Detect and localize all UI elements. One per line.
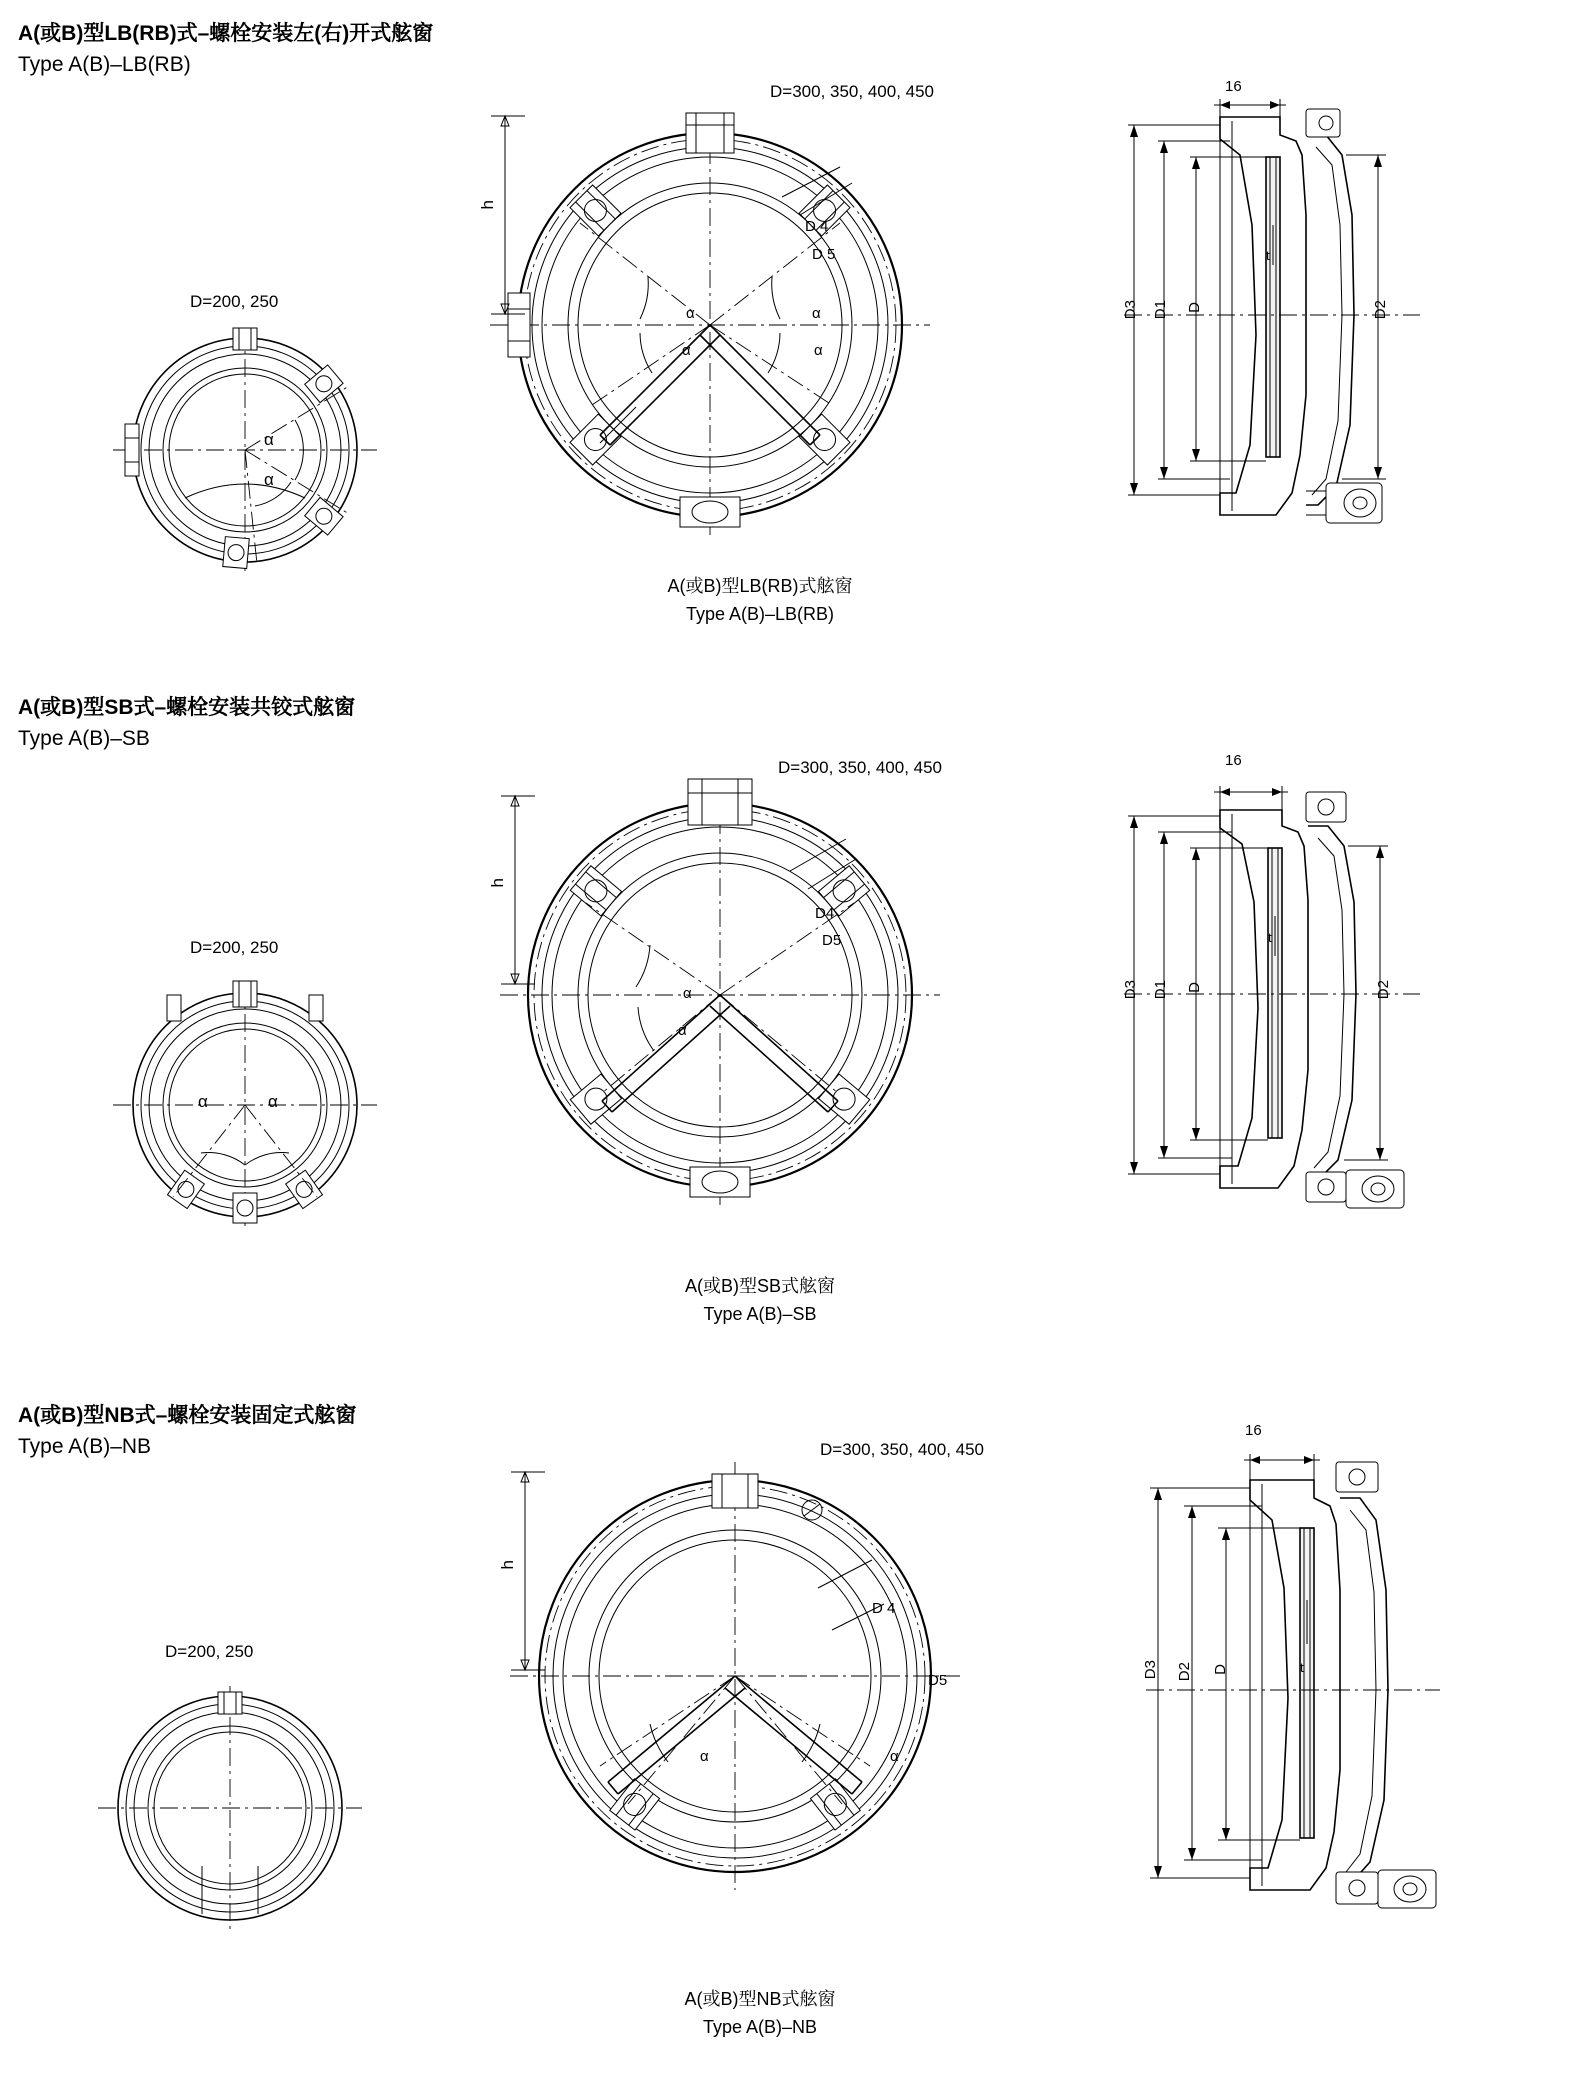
section-heading-en-nb: Type A(B)–NB <box>18 1435 152 1458</box>
small-view-label-lb: D=200, 250 <box>190 292 279 311</box>
angle-label-nb-1: α <box>700 1748 709 1765</box>
bolt-circle-d5-sb: D5 <box>822 932 842 949</box>
side-section-view-sb <box>1120 770 1460 1220</box>
dim-d1-sb: D1 <box>1152 980 1169 1000</box>
caption-cn-sb: A(或B)型SB式舷窗 <box>684 1276 835 1296</box>
section-heading-en: Type A(B)–LB(RB) <box>18 53 191 76</box>
section-title-sb <box>18 692 355 754</box>
large-port-view-sb <box>490 775 950 1215</box>
bolt-circle-d4-sb: D4 <box>815 905 835 922</box>
section-title-nb <box>18 1400 356 1462</box>
dim-t-nb: t <box>1300 1660 1304 1675</box>
small-port-view-lb <box>105 320 385 580</box>
caption-cn-nb: A(或B)型NB式舷窗 <box>684 1989 836 2009</box>
dimension-h-lb <box>485 110 525 320</box>
large-view-label-nb: D=300, 350, 400, 450 <box>820 1440 984 1459</box>
angle-label-lb-1: α <box>686 305 695 322</box>
dimension-h-nb <box>505 1466 545 1676</box>
angle-label-sb-small-1: α <box>198 1092 208 1111</box>
angle-label-sb-small-2: α <box>268 1092 278 1111</box>
dimension-h-sb <box>495 790 535 990</box>
section-heading-cn-nb: A(或B)型NB式–螺栓安装固定式舷窗 <box>18 1404 357 1427</box>
side-section-view-lb <box>1120 95 1460 545</box>
caption-cn-lb: A(或B)型LB(RB)式舷窗 <box>667 576 853 596</box>
dim-d2-nb: D2 <box>1176 1662 1193 1682</box>
dim-t-sb: t <box>1268 930 1272 945</box>
thickness-16-sb: 16 <box>1225 752 1242 769</box>
dim-d1-lb: D1 <box>1152 300 1169 320</box>
dim-d-nb: D <box>1212 1664 1229 1675</box>
bolt-circle-d4-nb: D 4 <box>872 1600 896 1617</box>
angle-label-sb-2: α <box>678 1022 687 1039</box>
dim-t-lb: t <box>1266 248 1270 263</box>
angle-label-lb-3: α <box>682 342 691 359</box>
large-port-view-nb <box>500 1452 970 1902</box>
section-heading-cn-sb: A(或B)型SB式–螺栓安装共铰式舷窗 <box>18 696 356 719</box>
caption-en-nb: Type A(B)–NB <box>702 2017 818 2037</box>
h-label-sb: h <box>488 878 507 888</box>
section-title-lb-rb <box>18 18 433 80</box>
section-heading-cn: A(或B)型LB(RB)式–螺栓安装左(右)开式舷窗 <box>18 22 434 45</box>
dim-d3-lb: D3 <box>1122 300 1139 320</box>
small-port-view-sb <box>105 975 385 1235</box>
angle-label-lb-2: α <box>812 305 821 322</box>
caption-en-lb: Type A(B)–LB(RB) <box>685 604 835 624</box>
angle-label-lb-4: α <box>814 342 823 359</box>
h-label-nb: h <box>498 1560 517 1570</box>
dim-d3-nb: D3 <box>1142 1660 1159 1680</box>
small-view-label-nb: D=200, 250 <box>165 1642 254 1661</box>
angle-label-lb-small-1: α <box>264 430 274 449</box>
angle-label-nb-2: α <box>890 1748 899 1765</box>
angle-label-lb-small-2: α <box>264 470 274 489</box>
section-heading-en-sb: Type A(B)–SB <box>18 727 150 750</box>
dim-d-sb: D <box>1186 982 1203 993</box>
large-port-view-lb <box>480 105 940 545</box>
small-port-view-nb <box>90 1678 370 1938</box>
small-view-label-sb: D=200, 250 <box>190 938 279 957</box>
thickness-16-lb: 16 <box>1225 78 1242 95</box>
angle-label-sb-1: α <box>683 985 692 1002</box>
dim-d-lb: D <box>1186 302 1203 313</box>
bolt-circle-d4-lb: D 4 <box>805 218 829 235</box>
h-label-lb: h <box>478 200 497 210</box>
large-view-label-sb: D=300, 350, 400, 450 <box>778 758 942 777</box>
bolt-circle-d5-lb: D 5 <box>812 246 836 263</box>
bolt-circle-d5-nb: D5 <box>928 1672 948 1689</box>
large-view-label-lb: D=300, 350, 400, 450 <box>770 82 934 101</box>
thickness-16-nb: 16 <box>1245 1422 1262 1439</box>
dim-d2-sb: D2 <box>1375 980 1392 1000</box>
dim-d2-lb: D2 <box>1372 300 1389 320</box>
dim-d3-sb: D3 <box>1122 980 1139 1000</box>
caption-en-sb: Type A(B)–SB <box>703 1304 817 1324</box>
